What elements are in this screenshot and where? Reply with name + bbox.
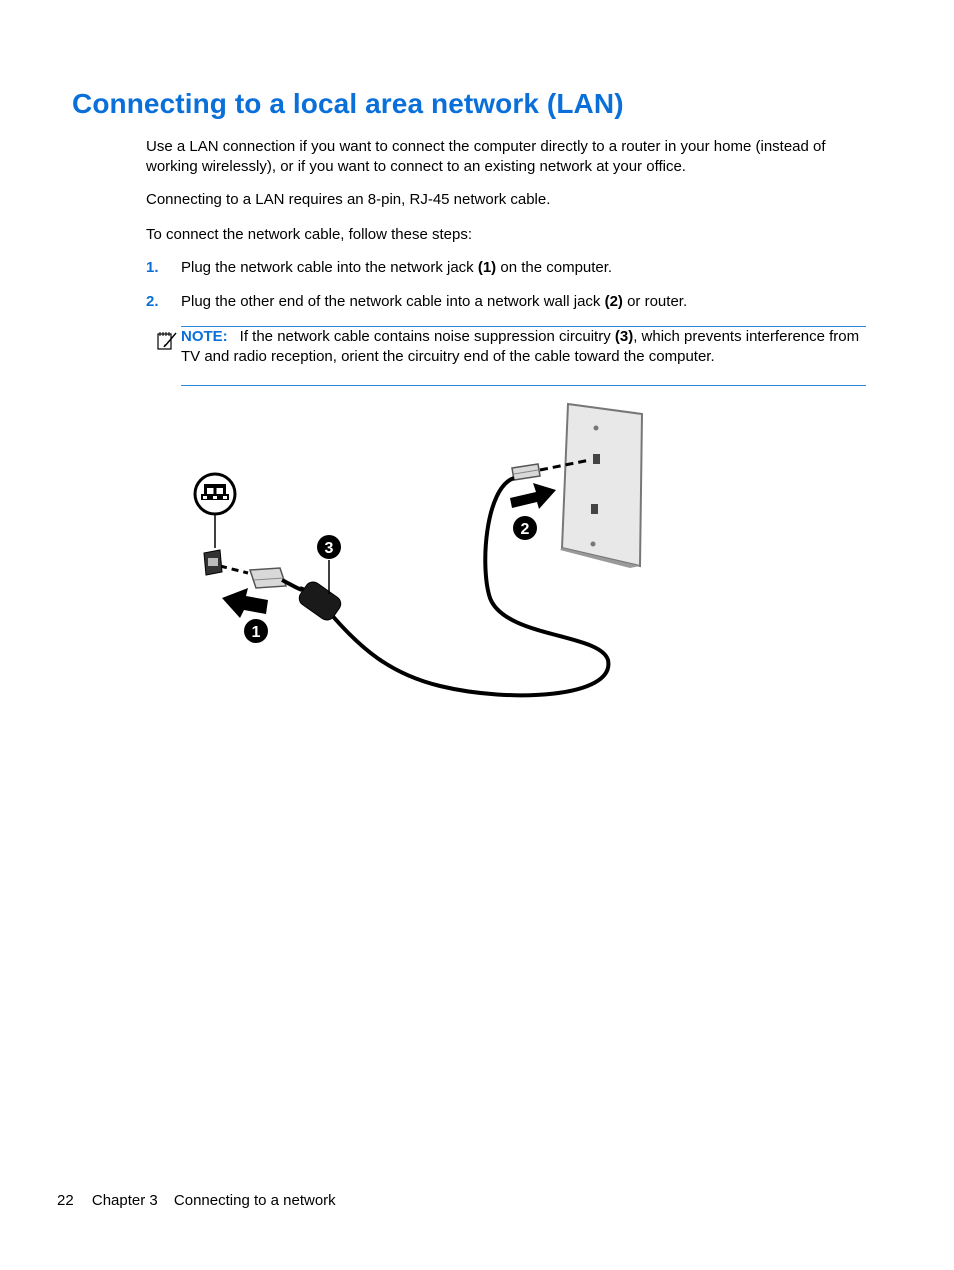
network-icon-callout [195,474,235,548]
callout-2 [513,516,537,540]
svg-text:2: 2 [520,521,530,538]
computer-network-jack [204,550,222,575]
note-text: NOTE: If the network cable contains noise suppression circuitry (3), which prevents interference from TV and radio reception, orient the circuitry end of the cable toward the computer. [181,328,860,365]
lan-connection-illustration [190,398,650,703]
step-number: 2. [146,293,159,310]
arrow-1 [222,588,268,618]
svg-text:1: 1 [251,624,261,641]
requirement-paragraph: Connecting to a LAN requires an 8-pin, RJ-45 network cable. [146,191,551,208]
step-text: Plug the network cable into the network jack (1) on the computer. [181,259,613,276]
note-icon [156,329,178,351]
page-title: Connecting to a local area network (LAN) [72,88,624,119]
step-text: Plug the other end of the network cable into a network wall jack (2) or router. [181,293,688,310]
chapter-title: Connecting to a network [173,1192,336,1209]
page-footer [57,1192,350,1209]
wall-jack-plate [560,404,642,568]
computer-side-plug [250,568,302,590]
callout-1 [244,619,268,643]
steps-intro-paragraph: To connect the network cable, follow these steps: [146,226,473,243]
step-number: 1. [146,259,159,276]
chapter-label: Chapter 3 [91,1192,158,1209]
note-box [181,326,866,386]
intro-paragraph: Use a LAN connection if you want to connect the computer directly to a router in your home (instead of working wirelessly), or if you want to connect to an existing network at your office. [146,138,826,175]
svg-text:3: 3 [324,540,334,557]
wall-side-plug [512,464,540,480]
network-cable [300,478,608,695]
page-number: 22 [57,1192,74,1209]
ferrite-core [296,579,344,623]
note-label: NOTE: [181,328,228,345]
callout-3 [317,535,341,559]
arrow-2 [510,483,556,509]
